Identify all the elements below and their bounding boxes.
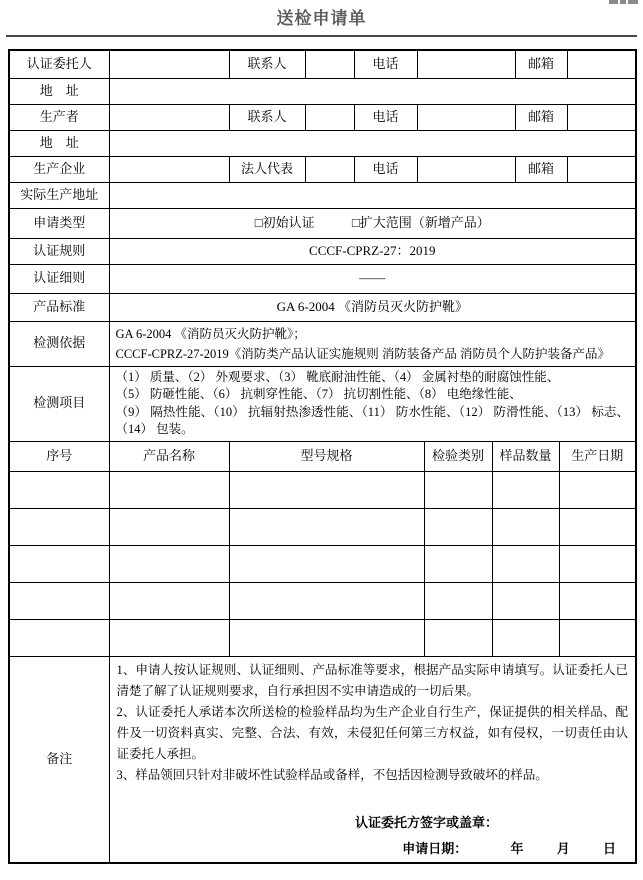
application-type-row bbox=[9, 208, 636, 238]
product-table-header-row bbox=[9, 441, 636, 471]
product-standard-value: GA 6-2004 《消防员灭火防护靴》 bbox=[109, 293, 636, 321]
product-model-cell[interactable] bbox=[229, 545, 424, 582]
application-date-label: 申请日期： bbox=[402, 840, 468, 856]
product-model-cell[interactable] bbox=[229, 471, 424, 508]
applicant-row bbox=[9, 50, 636, 78]
signature-line[interactable] bbox=[117, 810, 629, 836]
producer-email-label: 邮箱 bbox=[515, 104, 567, 130]
factory-address-field[interactable] bbox=[109, 182, 636, 208]
factory-name-field[interactable] bbox=[109, 156, 229, 182]
product-sample-qty-cell[interactable] bbox=[492, 619, 559, 656]
applicant-contact-field[interactable] bbox=[305, 50, 354, 78]
product-index-cell[interactable] bbox=[9, 545, 109, 582]
product-sample-qty-cell[interactable] bbox=[492, 582, 559, 619]
cert-detail-value: —— bbox=[109, 264, 636, 293]
product-name-cell[interactable] bbox=[109, 619, 229, 656]
factory-email-field[interactable] bbox=[567, 156, 636, 182]
application-type-options bbox=[109, 208, 636, 238]
producer-address-row bbox=[9, 130, 636, 156]
col-header-sample-qty: 样品数量 bbox=[492, 441, 559, 471]
product-inspection-type-cell[interactable] bbox=[424, 582, 492, 619]
test-items-line-2: （5） 防砸性能、（6） 抗刺穿性能、（7） 抗切割性能、（8） 电绝缘性能、 bbox=[115, 387, 522, 401]
test-items-line-3: （9） 隔热性能、（10） 抗辐射热渗透性能、（11） 防水性能、（12） 防滑性能、（13） 标志、（14） 包装。 bbox=[115, 404, 630, 436]
page-title: 送检申请单 bbox=[276, 9, 367, 28]
test-items-value bbox=[109, 366, 636, 441]
product-index-cell[interactable] bbox=[9, 471, 109, 508]
col-header-production-date: 生产日期 bbox=[559, 441, 636, 471]
product-name-cell[interactable] bbox=[109, 508, 229, 545]
factory-label: 生产企业 bbox=[9, 156, 109, 182]
signature-label: 认证委托方签字或盖章： bbox=[355, 814, 499, 830]
application-date-line[interactable] bbox=[117, 836, 629, 862]
producer-phone-field[interactable] bbox=[417, 104, 515, 130]
product-name-cell[interactable] bbox=[109, 471, 229, 508]
product-production-date-cell[interactable] bbox=[559, 508, 636, 545]
producer-contact-label: 联系人 bbox=[229, 104, 305, 130]
product-index-cell[interactable] bbox=[9, 619, 109, 656]
product-model-cell[interactable] bbox=[229, 508, 424, 545]
cert-rule-value: CCCF-CPRZ-27：2019 bbox=[109, 238, 636, 264]
cert-rule-row bbox=[9, 238, 636, 264]
test-basis-label: 检测依据 bbox=[9, 321, 109, 366]
product-row bbox=[9, 471, 636, 508]
product-index-cell[interactable] bbox=[9, 508, 109, 545]
product-row bbox=[9, 508, 636, 545]
year-label: 年 bbox=[510, 840, 524, 856]
remarks-label: 备注 bbox=[9, 656, 109, 863]
applicant-phone-label: 电话 bbox=[354, 50, 417, 78]
col-header-product-name: 产品名称 bbox=[109, 441, 229, 471]
col-header-model-spec: 型号规格 bbox=[229, 441, 424, 471]
applicant-address-field[interactable] bbox=[109, 78, 636, 104]
test-basis-line-2: CCCF-CPRZ-27-2019《消防类产品认证实施规则 消防装备产品 消防员个人防护装备产品》 bbox=[115, 346, 610, 361]
factory-phone-field[interactable] bbox=[417, 156, 515, 182]
product-index-cell[interactable] bbox=[9, 582, 109, 619]
product-row bbox=[9, 582, 636, 619]
producer-phone-label: 电话 bbox=[354, 104, 417, 130]
applicant-label: 认证委托人 bbox=[9, 50, 109, 78]
product-row bbox=[9, 545, 636, 582]
factory-address-row bbox=[9, 182, 636, 208]
applicant-address-label: 地 址 bbox=[9, 78, 109, 104]
product-inspection-type-cell[interactable] bbox=[424, 508, 492, 545]
product-name-cell[interactable] bbox=[109, 582, 229, 619]
application-type-label: 申请类型 bbox=[9, 208, 109, 238]
applicant-email-label: 邮箱 bbox=[515, 50, 567, 78]
product-inspection-type-cell[interactable] bbox=[424, 545, 492, 582]
product-standard-row bbox=[9, 293, 636, 321]
application-form-table bbox=[8, 49, 637, 864]
initial-certification-checkbox[interactable]: □初始认证 bbox=[254, 214, 315, 230]
producer-label: 生产者 bbox=[9, 104, 109, 130]
applicant-email-field[interactable] bbox=[567, 50, 636, 78]
product-standard-label: 产品标准 bbox=[9, 293, 109, 321]
factory-email-label: 邮箱 bbox=[515, 156, 567, 182]
factory-phone-label: 电话 bbox=[354, 156, 417, 182]
factory-row bbox=[9, 156, 636, 182]
remarks-note-1: 1、申请人按认证规则、认证细则、产品标准等要求，根据产品实际申请填写。认证委托人已清楚了解了认证规则要求，自行承担因不实申请造成的一切后果。 bbox=[116, 662, 629, 698]
test-basis-line-1: GA 6-2004 《消防员灭火防护靴》； bbox=[115, 326, 306, 341]
producer-contact-field[interactable] bbox=[305, 104, 354, 130]
producer-address-field[interactable] bbox=[109, 130, 636, 156]
producer-name-field[interactable] bbox=[109, 104, 229, 130]
producer-address-label: 地 址 bbox=[9, 130, 109, 156]
cert-rule-label: 认证规则 bbox=[9, 238, 109, 264]
cert-detail-label: 认证细则 bbox=[9, 264, 109, 293]
day-label: 日 bbox=[603, 840, 617, 856]
product-model-cell[interactable] bbox=[229, 619, 424, 656]
product-production-date-cell[interactable] bbox=[559, 545, 636, 582]
factory-address-label: 实际生产地址 bbox=[9, 182, 109, 208]
legal-representative-field[interactable] bbox=[305, 156, 354, 182]
product-model-cell[interactable] bbox=[229, 582, 424, 619]
remarks-note-2: 2、认证委托人承诺本次所送检的检验样品均为生产企业自行生产，保证提供的相关样品、配件及一切资料真实、完整、合法、有效，未侵犯任何第三方权益，如有侵权，一切责任由认证委托人承担。 bbox=[116, 704, 629, 761]
remarks-row bbox=[9, 656, 636, 863]
product-inspection-type-cell[interactable] bbox=[424, 619, 492, 656]
applicant-phone-field[interactable] bbox=[417, 50, 515, 78]
producer-row bbox=[9, 104, 636, 130]
cert-detail-row bbox=[9, 264, 636, 293]
month-label: 月 bbox=[556, 840, 570, 856]
test-basis-value bbox=[109, 321, 636, 366]
product-sample-qty-cell[interactable] bbox=[492, 508, 559, 545]
applicant-name-field[interactable] bbox=[109, 50, 229, 78]
product-production-date-cell[interactable] bbox=[559, 582, 636, 619]
product-sample-qty-cell[interactable] bbox=[492, 471, 559, 508]
applicant-contact-label: 联系人 bbox=[229, 50, 305, 78]
test-items-row bbox=[9, 366, 636, 441]
product-production-date-cell[interactable] bbox=[559, 619, 636, 656]
test-basis-row bbox=[9, 321, 636, 366]
cut-off-header-fragment bbox=[609, 0, 638, 4]
product-sample-qty-cell[interactable] bbox=[492, 545, 559, 582]
col-header-index: 序号 bbox=[9, 441, 109, 471]
remarks-note-3: 3、样品领回只针对非破坏性试验样品或备样，不包括因检测导致破坏的样品。 bbox=[116, 767, 548, 782]
product-inspection-type-cell[interactable] bbox=[424, 471, 492, 508]
test-items-line-1: （1） 质量、（2） 外观要求、（3） 靴底耐油性能、（4） 金属衬垫的耐腐蚀性能、 bbox=[115, 369, 560, 384]
remarks-content bbox=[109, 656, 636, 863]
expand-scope-checkbox[interactable]: □扩大范围（新增产品） bbox=[351, 214, 490, 230]
producer-email-field[interactable] bbox=[567, 104, 636, 130]
product-production-date-cell[interactable] bbox=[559, 471, 636, 508]
title-underline bbox=[6, 35, 637, 37]
legal-representative-label: 法人代表 bbox=[229, 156, 305, 182]
applicant-address-row bbox=[9, 78, 636, 104]
test-items-label: 检测项目 bbox=[9, 366, 109, 441]
product-row bbox=[9, 619, 636, 656]
col-header-inspection-type: 检验类别 bbox=[424, 441, 492, 471]
product-name-cell[interactable] bbox=[109, 545, 229, 582]
